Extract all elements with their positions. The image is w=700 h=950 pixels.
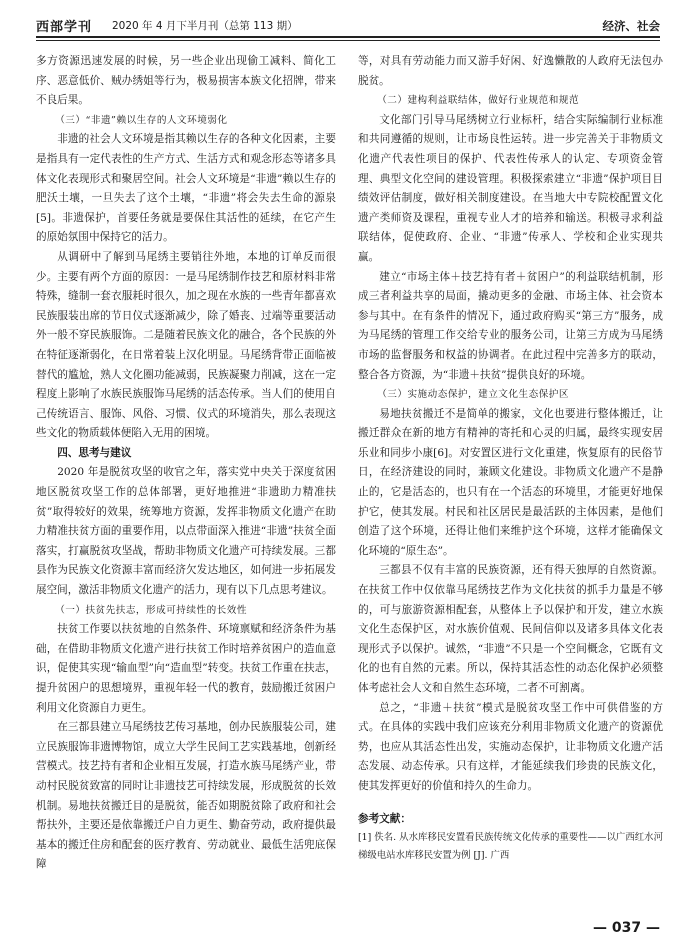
header-rule-thin <box>36 40 660 41</box>
journal-name: 西部学刊 <box>36 20 93 35</box>
references-title: 参考文献： <box>358 812 411 825</box>
paragraph: 文化部门引导马尾绣树立行业标杆，结合实际编制行业标准和共同遵循的规则，让市场良性运转。进一步完善关于非物质文化遗产代表性项目的保护、代表性传承人的认定、专项资金管理、典型文化空间的建设管理。积极探索建立“非遗”保护项目目绩效评估制度，做好相关制度建设。在当地大中专院校配置文化遗产类师资及课程，重视专业人才的培养和输送。积极寻求利益联结体，促使政府、企业、“非遗”传承人、学校和企业实现共赢。 <box>358 113 663 263</box>
right-column <box>358 52 663 865</box>
header-rule <box>36 36 660 38</box>
paragraph: 扶贫工作要以扶贫地的自然条件、环境禀赋和经济条件为基础，在借助非物质文化遗产进行扶贫工作时培养贫困户的造血意识，促使其实现“输血型”向“造血型”转变。扶贫工作重在扶志，提升贫困户的思想境界，重视年轻一代的教育，鼓励搬迁贫困户利用文化资源自力更生。 <box>36 623 336 714</box>
subsection-heading: （三）实施动态保护，建立文化生态保护区 <box>377 389 569 401</box>
paragraph: 在三都县建立马尾绣技艺传习基地，创办民族服装公司，建立民族服饰非遗博物馆，成立大学生民间工艺实践基地，创新经营模式。技艺持有者和企业相互发展，打造水族马尾绣产业，带动村民脱贫致富的同时让非遗技艺可持续发展，形成脱贫的长效机制。易地扶贫搬迁目的是脱贫，能否如期脱贫除了政府和社会帮扶外，主要还是依靠搬迁户自力更生、勤奋劳动，政府提供最基本的搬迁住房和配套的医疗教育、劳动就业、最低生活兜底保障 <box>36 721 336 871</box>
paragraph: 从调研中了解到马尾绣主要销往外地，本地的订单反而很少。主要有两个方面的原因：一是马尾绣制作技艺和原材料非常特殊，缝制一套衣服耗时很久，加之现在水族的一些青年都喜欢民族服装出席的节日仪式逐渐减少，除了婚丧、过端等重要活动外一般不穿民族服饰。二是随着民族文化的融合，各个民族的外在特征逐渐弱化，在日常着装上汉化明显。马尾绣背带正面临被替代的尴尬，熟人文化圈功能减弱，民族凝聚力削减，这在一定程度上影响了水族民族服饰马尾绣的活态传承。当人们的使用自己传统语言、服饰、风俗、习惯、仪式的环境消失，那么表现这些文化的物质载体便陷入无用的困境。 <box>36 250 336 440</box>
subsection-heading: （三）“非遗”赖以生存的人文环境弱化 <box>55 114 228 126</box>
issue-info: 2020 年 4 月下半月刊（总第 113 期） <box>112 20 298 32</box>
paragraph: 总之，“非遗＋扶贫”模式是脱贫攻坚工作中可供借鉴的方式。在具体的实践中我们应该充分利用非物质文化遗产的资源优势，也应从其活态性出发，实施动态保护，让非物质文化遗产活态发展、动态传承。只有这样，才能延续我们珍贵的民族文化，使其发挥更好的价值和持久的生命力。 <box>358 701 663 792</box>
left-column <box>36 52 336 875</box>
paragraph: 三都县不仅有丰富的民族资源，还有得天独厚的自然资源。在扶贫工作中仅依靠马尾绣技艺作为文化扶贫的抓手力量是不够的，可与旅游资源相配套，从整体上予以保护和开发，建立水族文化生态保护区，对水族价值观、民间信仰以及诸多具体文化表现形式予以保护。诚然，“非遗”不只是一个空间概念，它既有文化的也有自然的元素。所以，保持其活态性的动态化保护必须整体考虑社会人文和自然生态环境，二者不可割离。 <box>358 564 663 694</box>
paragraph: 多方资源迅速发展的时候，另一些企业出现偷工减料、简化工序、恶意低价、贼办绣姐等行为，极易损害本族文化招牌，带来不良后果。 <box>36 55 336 107</box>
paragraph: 建立“市场主体＋技艺持有者＋贫困户”的利益联结机制，形成三者利益共享的局面，撬动更多的金融、市场主体、社会资本参与其中。在有条件的情况下，通过政府购买“第三方”服务，成为马尾绣的管理工作交给专业的服务公司，让第三方成为马尾绣市场的监督服务和权益的协调者。在此过程中完善多方的联动，整合各方资源，为“非遗＋扶贫”提供良好的环境。 <box>358 270 663 381</box>
page-header <box>36 14 660 36</box>
section-name: 经济、社会 <box>602 19 660 33</box>
subsection-heading: （二）建构利益联结体，做好行业规范和规范 <box>377 95 580 107</box>
paragraph: 2020 年是脱贫攻坚的收官之年，落实党中央关于深度贫困地区脱贫攻坚工作的总体部署，更好地推进“非遗助力精准扶贫”取得较好的效果，统筹地方资源，发挥非物质文化遗产在助力精准扶贫方面的重要作用，以点带面深入推进“非遗”扶贫全面落实，打赢脱贫攻坚战，帮助非物质文化遗产可持续发展。三都县作为民族文化资源丰富而经济欠发达地区，如何进一步拓展发展空间，激活非物质文化遗产的活力，现有以下几点思考建议。 <box>36 466 336 597</box>
page-number: — 037 — <box>593 920 660 936</box>
subsection-heading: （一）扶贫先扶志，形成可持续性的长效性 <box>55 604 247 616</box>
section-heading: 四、思考与建议 <box>57 446 132 459</box>
reference-item: [1] 佚名. 从水库移民安置看民族传统文化传承的重要性——以广西红水河梯级电站水库移民安置为例 [J]. 广西 <box>358 831 663 861</box>
paragraph: 等，对具有劳动能力而又游手好闲、好逸懒散的人政府无法包办脱贫。 <box>358 55 663 87</box>
paragraph: 易地扶贫搬迁不是简单的搬家，文化也要进行整体搬迁，让搬迁群众在新的地方有精神的寄托和心灵的归属，最终实现安居乐业和同步小康[6]。对安置区进行文化重建，恢复原有的民俗节日，在经济建设的同时，兼顾文化建设。非物质文化遗产不是静止的，它是活态的，也只有在一个活态的环境里，才能更好地保护它，使其发展。村民和社区居民是最活跃的主体因素，是他们创造了这个环境，还得让他们来维护这个环境，这样才能确保文化环境的“原生态”。 <box>358 407 663 557</box>
paragraph: 非遗的社会人文环境是指其赖以生存的各种文化因素，主要是指具有一定代表性的生产方式、生活方式和观念形态等诸多具体文化表现形式和聚居空间。社会人文环境是“非遗”赖以生存的肥沃土壤，一旦失去了这个土壤，“非遗”将会失去生命的源泉[5]。非遗保护，首要任务就是要保住其活性的延续，在它产生的原始氛围中保持它的活力。 <box>36 133 336 244</box>
